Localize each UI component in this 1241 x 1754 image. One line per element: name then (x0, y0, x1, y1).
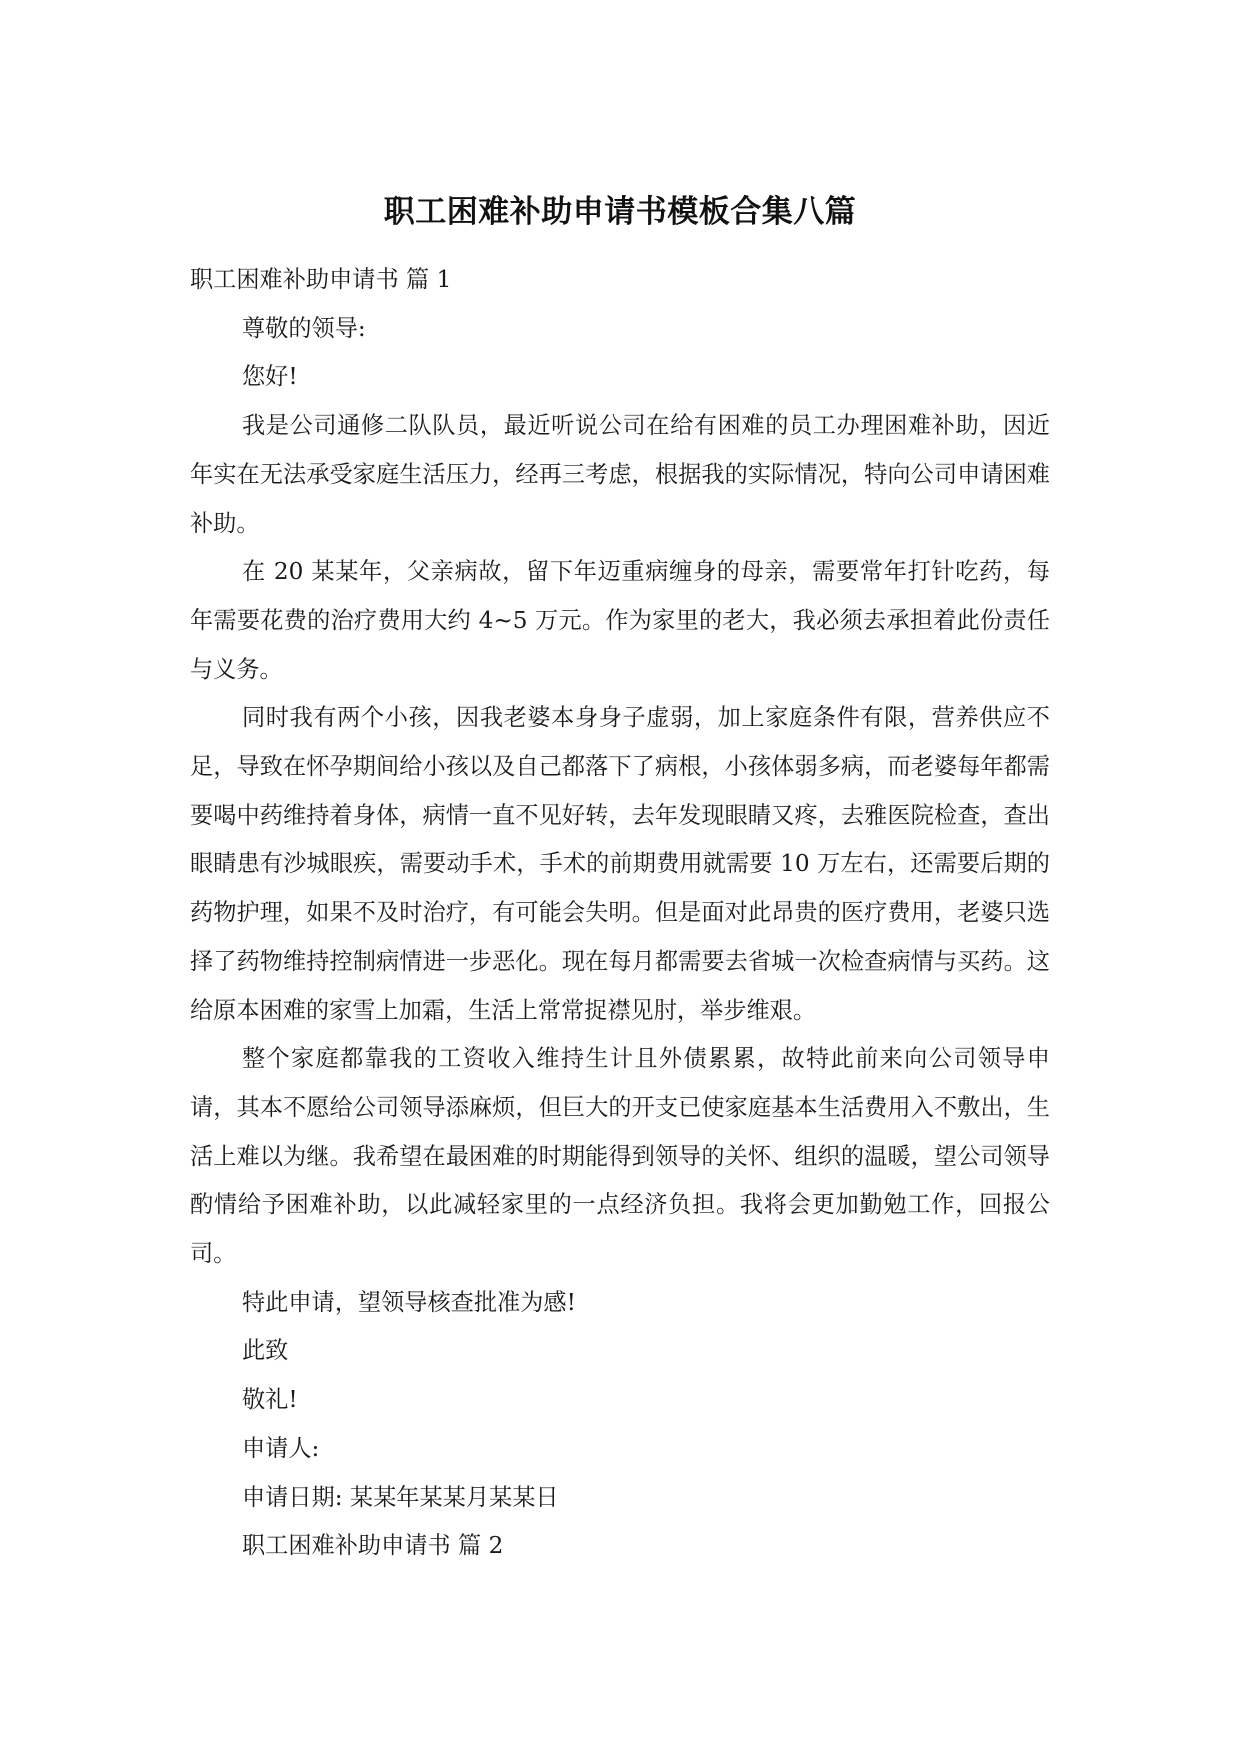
body-paragraph: 特此申请，望领导核查批准为感! (242, 1288, 576, 1316)
body-paragraph: 敬礼! (242, 1386, 298, 1414)
body-paragraph: 尊敬的领导: (242, 314, 366, 342)
document-title: 职工困难补助申请书模板合集八篇 (383, 194, 857, 230)
body-paragraph: 申请人: (242, 1434, 320, 1462)
body-paragraph: 我是公司通修二队队员，最近听说公司在给有困难的员工办理困难补助，因近年实在无法承受家庭生活压力，经再三考虑，根据我的实际情况，特向公司申请困难补助。 (190, 412, 1050, 537)
body-paragraph: 整个家庭都靠我的工资收入维持生计且外债累累，故特此前来向公司领导申请，其本不愿给公司领导添麻烦，但巨大的开支已使家庭基本生活费用入不敷出，生活上难以为继。我希望在最困难的时期能得到领导的关怀、组织的温暖，望公司领导酌情给予困难补助，以此减轻家里的一点经济负担。我将会更加勤勉工作，回报公司。 (190, 1045, 1050, 1268)
section-heading: 职工困难补助申请书 篇 1 (190, 266, 452, 293)
body-paragraph: 在 20 某某年，父亲病故，留下年迈重病缠身的母亲，需要常年打针吃药，每年需要花费的治疗费用大约 4~5 万元。作为家里的老大，我必须去承担着此份责任与义务。 (190, 558, 1050, 683)
body-paragraph: 此致 (242, 1337, 289, 1365)
document-body (190, 256, 1050, 1571)
body-paragraph: 同时我有两个小孩，因我老婆本身身子虚弱，加上家庭条件有限，营养供应不足，导致在怀孕期间给小孩以及自己都落下了病根，小孩体弱多病，而老婆每年都需要喝中药维持着身体，病情一直不见好转，去年发现眼睛又疼，去雅医院检查，查出眼睛患有沙城眼疾，需要动手术，手术的前期费用就需要 10 万左右，还需要后期的药物护理，如果不及时治疗，有可能会失明。但是面对此昂贵的医疗费用，老婆只选择了药物维持控制病情进一步恶化。现在每月都需要去省城一次检查病情与买药。这给原本困难的家雪上加霜，生活上常常捉襟见肘，举步维艰。 (190, 704, 1050, 1024)
body-paragraph: 您好! (242, 363, 298, 391)
body-paragraph: 申请日期: 某某年某某月某某日 (242, 1483, 559, 1511)
section-heading: 职工困难补助申请书 篇 2 (242, 1532, 504, 1560)
